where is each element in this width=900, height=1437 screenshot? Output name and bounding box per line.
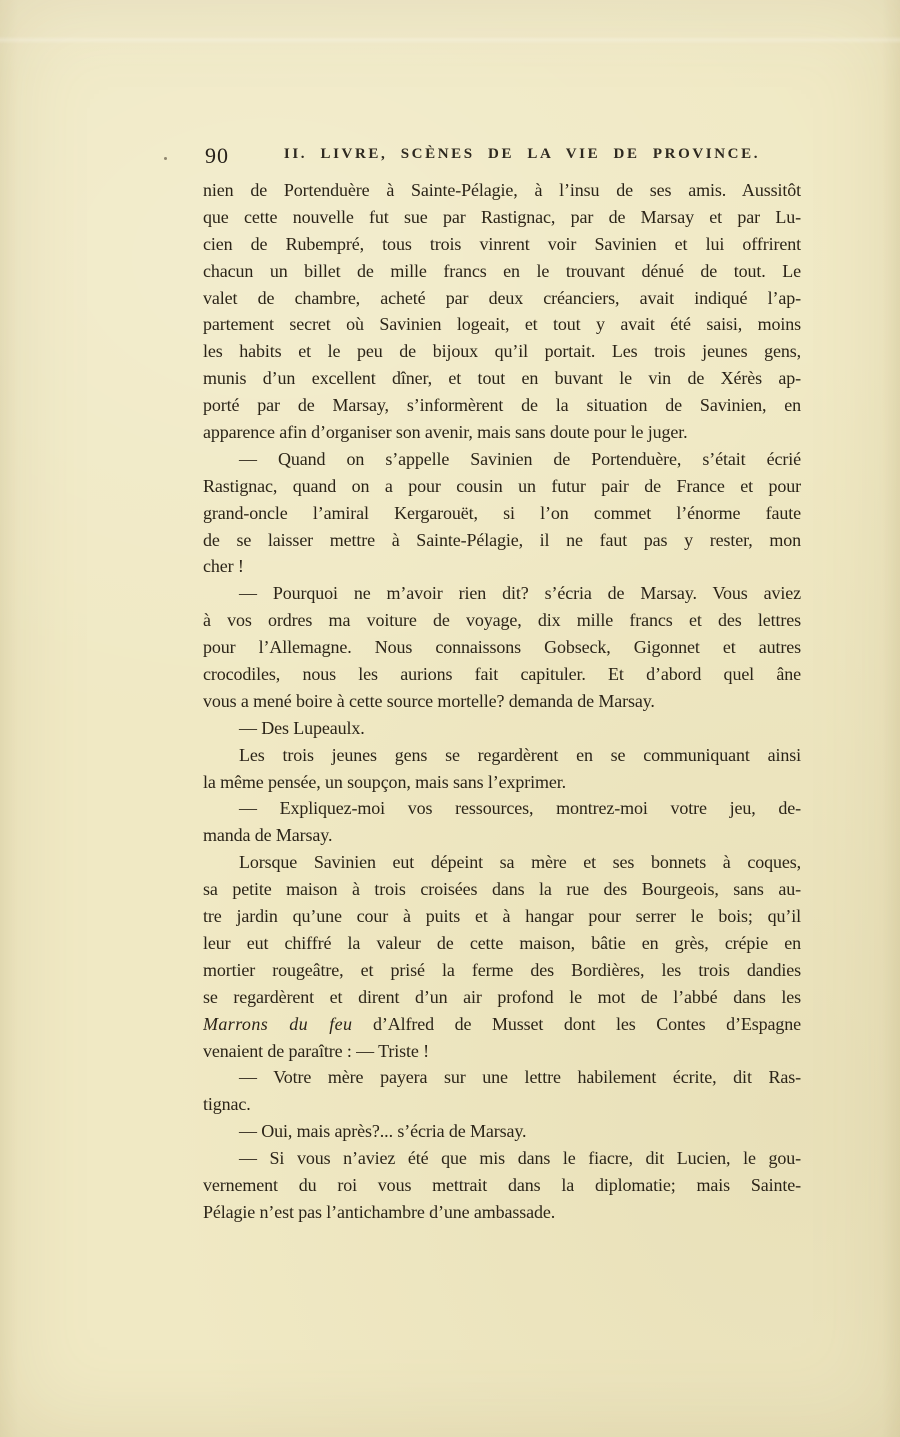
text-line: cien de Rubempré, tous trois vinrent voir Savinien et lui offrirent <box>203 233 801 254</box>
scan-artifact <box>0 36 900 44</box>
text-line: apparence afin d’organiser son avenir, mais sans doute pour le juger. <box>203 422 688 443</box>
text-line: — Oui, mais après?... s’écria de Marsay. <box>239 1121 527 1142</box>
text-line: — Quand on s’appelle Savinien de Portenduère, s’était écrié <box>239 448 801 469</box>
running-title: II. LIVRE, SCÈNES DE LA VIE DE PROVINCE. <box>283 146 761 162</box>
text-line: à vos ordres ma voiture de voyage, dix mille francs et des lettres <box>203 610 801 631</box>
text-line: vous a mené boire à cette source mortelle? demanda de Marsay. <box>203 690 655 711</box>
body-text <box>203 177 801 1226</box>
text-line: — Des Lupeaulx. <box>239 717 365 738</box>
text-line: de se laisser mettre à Sainte-Pélagie, il ne faut pas y rester, mon <box>203 529 801 550</box>
text-column <box>203 143 801 1226</box>
text-line: — Pourquoi ne m’avoir rien dit? s’écria de Marsay. Vous aviez <box>239 583 801 604</box>
margin-dot <box>164 157 167 160</box>
text-line: vernement du roi vous mettrait dans la diplomatie; mais Sainte- <box>203 1174 801 1195</box>
text-line: — Si vous n’aviez été que mis dans le fiacre, dit Lucien, le gou- <box>239 1148 801 1169</box>
text-line: que cette nouvelle fut sue par Rastignac, par de Marsay et par Lu- <box>203 206 801 227</box>
text-line: nien de Portenduère à Sainte-Pélagie, à l’insu de ses amis. Aussitôt <box>203 180 801 200</box>
text-line: mortier rougeâtre, et prisé la ferme des Bordières, les trois dandies <box>203 959 801 980</box>
text-line: leur eut chiffré la valeur de cette maison, bâtie en grès, crépie en <box>203 932 801 953</box>
text-line <box>203 1011 801 1038</box>
text-line: les habits et le peu de bijoux qu’il portait. Les trois jeunes gens, <box>203 341 801 362</box>
text-line: partement secret où Savinien logeait, et tout y avait été saisi, moins <box>203 314 801 335</box>
text-line: venaient de paraître : — Triste ! <box>203 1040 429 1061</box>
text-line: se regardèrent et dirent d’un air profond le mot de l’abbé dans les <box>203 986 801 1007</box>
text-line: Lorsque Savinien eut dépeint sa mère et ses bonnets à coques, <box>239 852 801 873</box>
text-line: — Expliquez-moi vos ressources, montrez-moi votre jeu, de- <box>239 798 801 819</box>
text-line: grand-oncle l’amiral Kergarouët, si l’on commet l’énorme faute <box>203 502 801 523</box>
text-line: Les trois jeunes gens se regardèrent en se communiquant ainsi <box>239 744 801 765</box>
text-line: Rastignac, quand on a pour cousin un futur pair de France et pour <box>203 475 801 496</box>
text-line: Pélagie n’est pas l’antichambre d’une ambassade. <box>203 1201 556 1222</box>
text-line: tre jardin qu’une cour à puits et à hangar pour serrer le bois; qu’il <box>203 906 801 927</box>
text-line: porté par de Marsay, s’informèrent de la situation de Savinien, en <box>203 395 801 416</box>
text-line: cher ! <box>203 556 244 577</box>
text-line: sa petite maison à trois croisées dans la rue des Bourgeois, sans au- <box>203 879 801 900</box>
text-line: tignac. <box>203 1094 251 1115</box>
italic-phrase: Marrons du feu <box>203 1013 353 1034</box>
text-line: valet de chambre, acheté par deux créanciers, avait indiqué l’ap- <box>203 287 801 308</box>
text-line: manda de Marsay. <box>203 825 333 846</box>
page-header <box>203 143 801 168</box>
text-line: la même pensée, un soupçon, mais sans l’exprimer. <box>203 771 567 792</box>
text-line: — Votre mère payera sur une lettre habilement écrite, dit Ras- <box>239 1067 801 1088</box>
text-line: munis d’un excellent dîner, et tout en buvant le vin de Xérès ap- <box>203 368 801 389</box>
page-number: 90 <box>205 143 229 168</box>
text-line: chacun un billet de mille francs en le trouvant dénué de tout. Le <box>203 260 801 281</box>
text-line: crocodiles, nous les aurions fait capituler. Et d’abord quel âne <box>203 664 801 685</box>
text-line: pour l’Allemagne. Nous connaissons Gobseck, Gigonnet et autres <box>203 637 801 658</box>
line-remainder: d’Alfred de Musset dont les Contes d’Espagne <box>352 1013 801 1034</box>
